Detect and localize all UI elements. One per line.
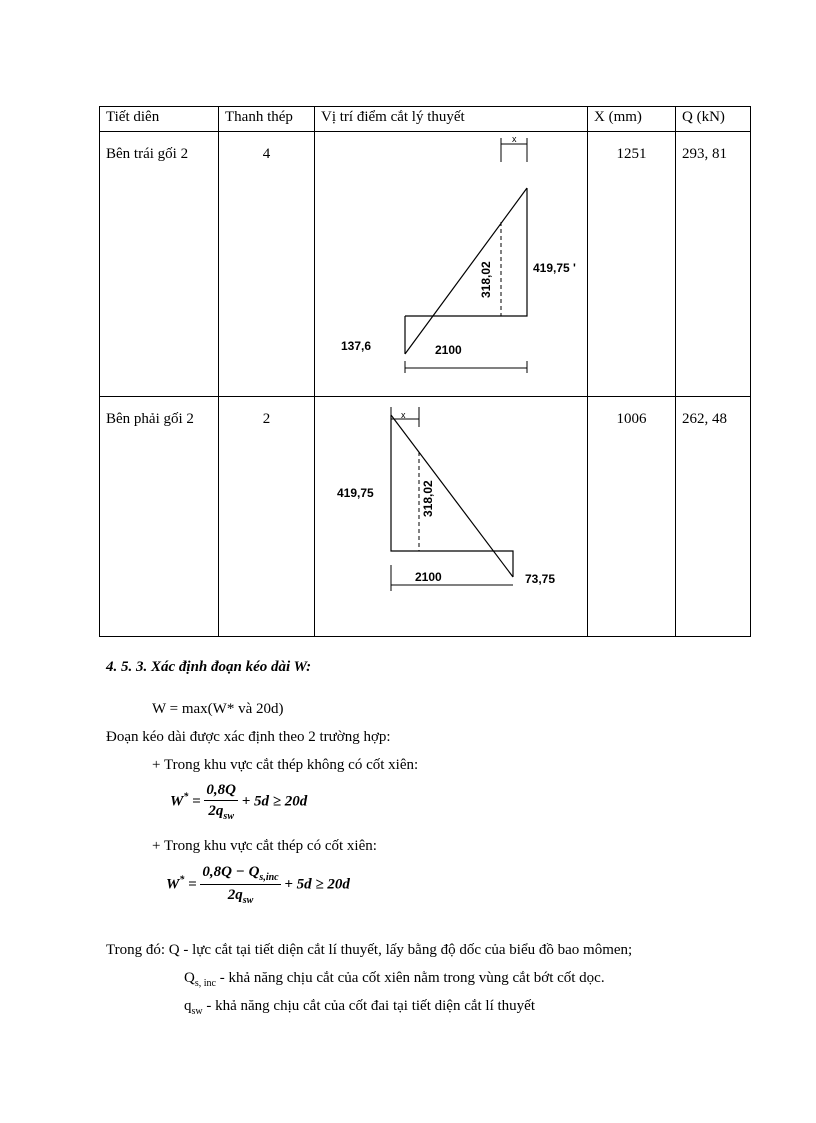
formula-rest: + 5d ≥ 20d xyxy=(241,793,308,810)
formula-lhs: W xyxy=(166,876,180,893)
formula-num-sub: s,inc xyxy=(259,872,279,883)
top-value: 419,75 xyxy=(337,486,374,500)
intro-text: Đoạn kéo dài được xác định theo 2 trường hợp: xyxy=(106,729,391,745)
formula-2 xyxy=(166,864,350,906)
formula-den-main: 2q xyxy=(227,887,243,903)
span-value: 2100 xyxy=(415,570,442,584)
formula-denominator xyxy=(200,885,280,906)
x-label: x xyxy=(401,410,406,420)
formula-fraction xyxy=(200,864,280,906)
header-q: Q (kN) xyxy=(676,107,751,132)
where-line-2-text: - khả năng chịu cắt của cốt xiên nằm trong vùng cắt bớt cốt dọc. xyxy=(215,970,605,986)
top-value: 419,75 ' xyxy=(533,261,576,275)
formula-lhs-sup: * xyxy=(179,874,185,886)
section-name: Bên trái gối 2 xyxy=(106,146,189,162)
shear-diagram-right xyxy=(315,397,587,635)
header-bar: Thanh thép xyxy=(219,107,315,132)
diagram-cell xyxy=(315,132,588,397)
header-x: X (mm) xyxy=(588,107,676,132)
q-value: 293, 81 xyxy=(682,146,727,162)
symbol-q-sw: q xyxy=(184,998,192,1014)
formula-den-sub: sw xyxy=(242,895,254,906)
where-line-3 xyxy=(184,998,535,1017)
header-section: Tiết diên xyxy=(100,107,219,132)
inner-value: 318,02 xyxy=(421,480,435,517)
bar-count: 2 xyxy=(262,411,271,427)
span-value: 2100 xyxy=(435,343,462,357)
where-line-1: Trong đó: Q - lực cắt tại tiết diện cắt lí thuyết, lấy bằng độ dốc của biểu đồ bao mômen; xyxy=(106,942,633,958)
formula-1 xyxy=(170,782,307,822)
section-name: Bên phải gối 2 xyxy=(106,411,194,427)
symbol-q-s-inc-sub: s, inc xyxy=(194,978,216,989)
symbol-q-s-inc: Q xyxy=(184,970,195,986)
bottom-value: 137,6 xyxy=(341,339,372,353)
table-header-row xyxy=(100,107,751,132)
formula-eq: = xyxy=(192,793,201,810)
formula-lhs: W xyxy=(170,793,184,810)
table-row xyxy=(100,132,751,397)
formula-lhs-sup: * xyxy=(183,791,189,803)
case-1-text: + Trong khu vực cắt thép không có cốt xiên: xyxy=(152,757,419,773)
shear-diagram-left xyxy=(315,132,587,394)
diagram-cell xyxy=(315,397,588,637)
where-line-3-text: - khả năng chịu cắt của cốt đai tại tiết diện cắt lí thuyết xyxy=(202,998,535,1014)
formula-numerator: 0,8Q xyxy=(204,782,238,801)
formula-eq: = xyxy=(188,876,197,893)
inner-value: 318,02 xyxy=(479,261,493,298)
diagram-slope xyxy=(405,188,527,354)
x-value: 1006 xyxy=(616,411,647,427)
x-label: x xyxy=(512,134,517,144)
section-heading: 4. 5. 3. Xác định đoạn kéo dài W: xyxy=(106,659,312,675)
formula-num-main: 0,8Q − Q xyxy=(202,864,260,880)
diagram-outline xyxy=(405,188,527,316)
formula-den-main: 2q xyxy=(208,803,224,819)
formula-numerator xyxy=(200,864,280,885)
bottom-value: 73,75 xyxy=(525,572,556,586)
symbol-q-sw-sub: sw xyxy=(191,1006,203,1017)
formula-fraction xyxy=(204,782,238,822)
cut-point-table xyxy=(99,106,751,637)
diagram-slope xyxy=(391,415,513,577)
w-definition: W = max(W* và 20d) xyxy=(152,701,284,717)
q-value: 262, 48 xyxy=(682,411,727,427)
header-cut-point: Vị trí điểm cắt lý thuyết xyxy=(315,107,588,132)
formula-den-sub: sw xyxy=(223,811,234,822)
case-2-text: + Trong khu vực cắt thép có cốt xiên: xyxy=(152,838,377,854)
where-line-2 xyxy=(184,970,605,989)
table-row xyxy=(100,397,751,637)
formula-rest: + 5d ≥ 20d xyxy=(284,876,350,893)
x-value: 1251 xyxy=(616,146,647,162)
bar-count: 4 xyxy=(262,146,271,162)
formula-denominator xyxy=(204,801,238,822)
